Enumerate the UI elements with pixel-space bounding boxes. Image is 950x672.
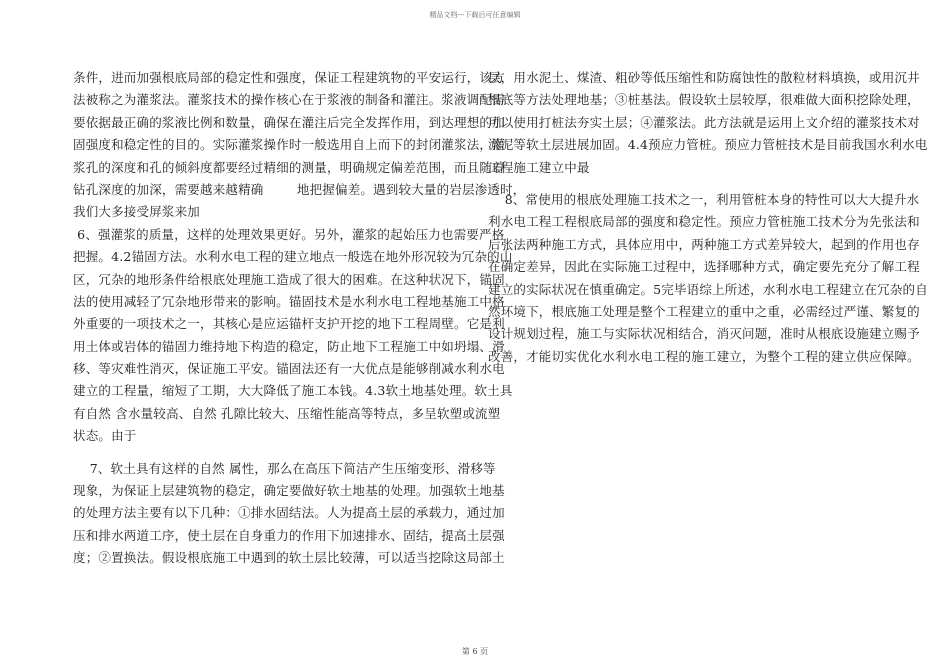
text-line: 条件，进而加强根底局部的稳定性和强度，保证工程建筑物的平安运行，该方 [73, 70, 505, 85]
text-line: 在确定差异，因此在实际施工过程中，选择哪种方式，确定要先充分了解工程 [488, 259, 920, 275]
page-number: 第 6 页 [461, 647, 489, 656]
text-line: 6、强灌浆的质量，这样的处理效果更好。另外，灌浆的起始压力也需要严格 [73, 226, 505, 242]
text-line: 压和排水两道工序，使土层在自身重力的作用下加速排水、固结，提高土层强 [73, 527, 505, 543]
text-line: 工程施工建立中最 [488, 159, 590, 175]
text-line: 我们大多接受屏浆来加 [73, 204, 201, 220]
text-line: 然环境下，根底施工处理是整个工程建立的重中之重，必需经过严谨、繁复的 [488, 303, 920, 319]
text-line: 把握。4.2锚固方法。水利水电工程的建立地点一般选在地外形况较为冗杂的山 [73, 249, 513, 265]
right-column [488, 67, 928, 368]
text-line: 层，用水泥土、煤渣、粗砂等低压缩性和防腐蚀性的散粒材料填换，或用沉井 [488, 70, 920, 85]
text-line: 钻孔深度的加深，需要越来越精确 地把握偏差。遇到较大量的岩层渗透时， [73, 181, 526, 197]
text-line: 建立的工程量，缩短了工期，大大降低了施工本钱。4.3软土地基处理。软土具 [73, 383, 513, 399]
text-line: 可以使用打桩法夯实土层；④灌浆法。此方法就是运用上文介绍的灌浆技术对 [488, 114, 920, 130]
text-line: 用土体或岩体的锚固力维持地下构造的稳定，防止地下工程施工中如坍塌、滑 [73, 338, 505, 354]
text-line: 移、等灾难性消灭，保证施工平安。锚固法还有一大优点是能够削减水利水电 [73, 361, 505, 377]
text-line: 固强度和稳定性的目的。实际灌浆操作时一般选用自上而下的封闭灌浆法，灌 [73, 137, 505, 153]
text-line: 根底等方法处理地基；③桩基法。假设软土层较厚，很难做大面积挖除处理， [488, 92, 920, 108]
text-line: 区，冗杂的地形条件给根底处理施工造成了很大的困难。在这种状况下，锚固 [73, 271, 505, 287]
text-line: 外重要的一项技术之一，其核心是应运锚杆支护开挖的地下工程周壁。它是利 [73, 316, 505, 332]
page-header: 精品文档---下载后可任意编辑 [429, 11, 521, 19]
left-column [73, 67, 526, 570]
text-line: 淤泥等软土层进展加固。4.4预应力管桩。预应力管桩技术是目前我国水利水电 [488, 137, 928, 153]
text-line: 7、软土具有这样的自然 属性，那么在高压下简洁产生压缩变形、滑移等 [73, 460, 496, 476]
text-line: 8、常使用的根底处理施工技术之一，利用管桩本身的特性可以大大提升水 [488, 191, 920, 207]
text-line: 法的使用减轻了冗杂地形带来的影响。锚固技术是水利水电工程地基施工中格 [73, 293, 505, 309]
text-line: 的处理方法主要有以下几种：①排水固结法。人为提高土层的承载力，通过加 [73, 505, 505, 521]
text-line: 度；②置换法。假设根底施工中遇到的软土层比较薄，可以适当挖除这局部土 [73, 550, 505, 566]
text-line: 设计规划过程，施工与实际状况相结合，消灭问题，准时从根底设施建立赐予 [488, 326, 920, 342]
text-line: 状态。由于 [73, 428, 137, 444]
text-line: 有自然 含水量较高、自然 孔隙比较大、压缩性能高等特点，多呈软塑或流塑 [73, 405, 501, 421]
text-line: 后张法两种施工方式，具体应用中，两种施工方式差异较大，起到的作用也存 [488, 236, 920, 252]
text-line: 改善，才能切实优化水利水电工程的施工建立，为整个工程的建立供应保障。 [488, 348, 920, 364]
text-line: 现象，为保证上层建筑物的稳定，确定要做好软土地基的处理。加强软土地基 [73, 483, 505, 499]
text-line: 法被称之为灌浆法。灌浆技术的操作核心在于浆液的制备和灌注。浆液调配需 [73, 92, 505, 108]
text-line: 要依据最正确的浆液比例和数量，确保在灌注后完全发挥作用，到达理想的加 [73, 114, 505, 130]
text-line: 建立的实际状况在慎重确定。5完毕语综上所述，水利水电工程建立在冗杂的自 [488, 281, 928, 297]
text-line: 浆孔的深度和孔的倾斜度都要经过精细的测量，明确规定偏差范围，而且随着 [73, 159, 505, 175]
paragraph-gap [488, 179, 858, 189]
text-line: 利水电工程工程根底局部的强度和稳定性。预应力管桩施工技术分为先张法和 [488, 214, 920, 230]
paragraph-gap [73, 448, 443, 458]
